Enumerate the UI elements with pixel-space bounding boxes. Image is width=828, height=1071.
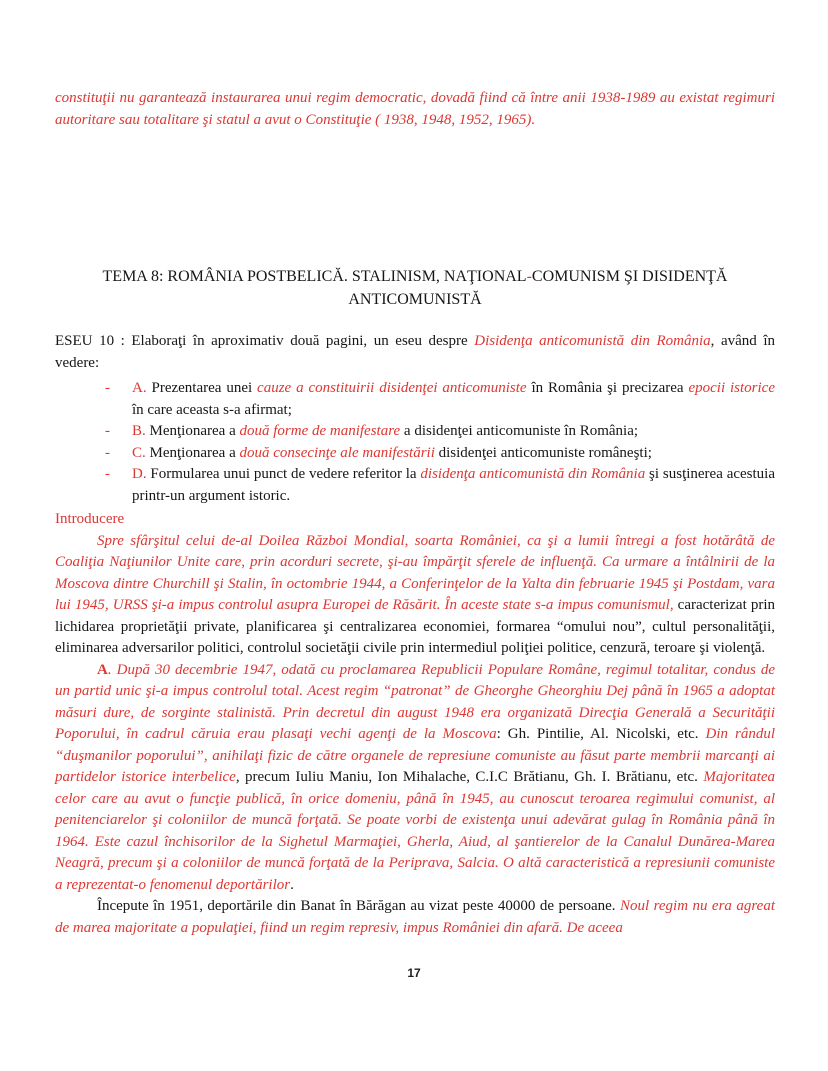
closing-paragraph: Începute în 1951, deportările din Banat în Bărăgan au vizat peste 40000 de persoane. Noul regim nu era agreat de marea majoritate a populaţiei, fiind un regim represiv, impus României din afară. De aceea [55,898,775,936]
requirement-item-b [55,421,775,443]
requirement-item-a [55,378,775,421]
chapter-title-line1: TEMA 8: ROMÂNIA POSTBELICĂ. STALINISM, NAŢIONAL-COMUNISM ŞI DISIDENŢĂ [102,268,728,285]
page-content [55,88,775,939]
intro-heading: Introducere [55,511,125,527]
requirement-text: A. Prezentarea unei cauze a constituirii disidenţei anticomuniste în România şi precizarea epocii istorice în care aceasta s-a afirmat; [132,380,776,418]
paragraph-a: A. După 30 decembrie 1947, odată cu proclamarea Republicii Populare Române, regimul totalitar, condus de un partid unic şi-a impus controlul total. Acest regim “patronat” de Gheorghe Gheorghiu Dej până în 1965 a adoptat măsuri dure, de sorginte stalinistă. Prin decretul din august 1948 era organizată Direcţia Generală a Securităţii Poporului, în cadrul căruia erau plasaţi vechi agenţi de la Moscova: Gh. Pintilie, Al. Nicolski, etc. Din rândul “duşmanilor poporului”, anihilaţi fizic de către organele de represiune comuniste au făsut parte membrii marcanţi ai partidelor istorice interbelice, precum Iuliu Maniu, Ion Mihalache, C.I.C Brătianu, Gh. I. Brătianu, etc. Majoritatea celor care au avut o funcţie publică, în orice domeniu, până în 1945, au cunoscut teroarea regimului comunist, al penitenciarelor şi coloniilor de muncă forţată. Se poate vorbi de existenţa unui adevărat gulag în România până în 1964. Este cazul închisorilor de la Sighetul Marmaţiei, Gherla, Aiud, al şantierelor de la Canalul Dunărea-Marea Neagră, precum şi a coloniilor de muncă forţată de la Periprava, Salcia. O altă caracteristică a represiunii comuniste a reprezentat-o fenomenul deportărilor. [55,661,776,893]
requirement-text: D. Formularea unui punct de vedere referitor la disidenţa anticomunistă din România şi susţinerea acestuia printr-un argument istoric. [132,466,775,504]
chapter-title-line2: ANTICOMUNISTĂ [348,291,482,308]
list-dash-marker: - [105,423,110,439]
intro-paragraph: Spre sfârşitul celui de-al Doilea Război Mondial, soarta României, ca şi a lumii întregi a fost hotărâtă de Coaliţia Naţiunilor Unite care, prin acorduri secrete, şi-au împărţit sferele de influenţă. Ca urmare a întâlnirii de la Moscova dintre Churchill şi Stalin, în octombrie 1944, a Conferinţelor de la Yalta din februarie 1945 şi Postdam, vara lui 1945, URSS şi-a impus controlul asupra Europei de Răsărit. În aceste state s-a impus comunismul, caracterizat prin lichidarea proprietăţii private, planificarea şi centralizarea economiei, formarea “omului nou”, cultul personalităţii, eliminarea adversarilor politici, controlul societăţii civile prin intermediul poliţiei politice, cenzură, teroare şi violenţă. [55,532,775,656]
list-dash-marker: - [105,466,110,482]
chapter-title [55,265,775,311]
requirement-item-c [55,443,775,465]
list-dash-marker: - [105,380,110,396]
requirements-list [55,378,775,507]
carryover-paragraph: constituţii nu garantează instaurarea unui regim democratic, dovadă fiind că între anii 1938-1989 au existat regimuri autoritare sau totalitare şi statul a avut o Constituţie ( 1938, 1948, 1952, 1965). [55,90,775,128]
page-number: 17 [407,966,421,980]
requirement-item-d [55,464,775,507]
list-dash-marker: - [105,444,110,461]
essay-prompt: ESEU 10 : Elaboraţi în aproximativ două pagini, un eseu despre Disidenţa anticomunistă din România, având în vedere: [55,333,775,371]
requirement-text: C. Menţionarea a două consecinţe ale manifestării disidenţei anticomuniste româneşti; [132,444,652,461]
requirement-text: B. Menţionarea a două forme de manifestare a disidenţei anticomuniste în România; [132,423,639,439]
